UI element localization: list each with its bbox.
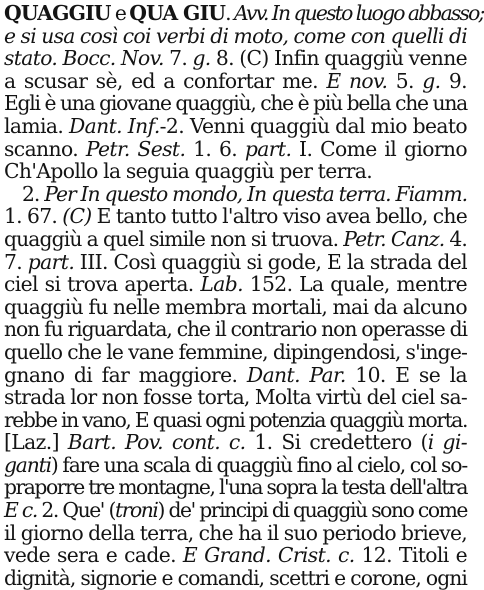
text-line: [4, 183, 467, 206]
text-segment: ) fare una scala di quaggiù fino al cielo, col so-: [50, 452, 467, 477]
italic-text: Avv. In questo luogo abbasso;: [233, 1, 484, 25]
text-segment: praporre tre montagne, l'una sopra la testa dell'altra: [4, 475, 467, 500]
text-line: [4, 296, 467, 319]
text-segment: ) de' principi di quaggiù sono come: [157, 498, 467, 523]
text-segment: ciel si trova aperta.: [4, 272, 201, 297]
text-segment: 5.: [387, 68, 423, 93]
text-segment: 4.: [444, 226, 467, 251]
text-segment: a scusar sè, ed a confortar me.: [4, 68, 327, 93]
italic-text: Petr. Canz.: [343, 226, 445, 251]
text-segment: quello che le vane femmine, dipingendosi, s'inge-: [4, 339, 467, 364]
text-line: [4, 476, 467, 499]
text-segment: lamia.: [4, 113, 69, 138]
italic-text: e si usa così coi verbi di moto, come con quelli di: [4, 23, 467, 48]
text-line: [4, 318, 467, 341]
text-segment: 7.: [163, 46, 193, 71]
text-line: [4, 25, 467, 48]
text-segment: 2.: [22, 181, 45, 206]
text-line: [4, 386, 467, 409]
text-segment: Egli è una giovane quaggiù, che è più bella che una: [4, 91, 467, 116]
text-line: [4, 567, 467, 590]
text-segment: vede sera e cade.: [4, 543, 183, 568]
text-line: [4, 70, 467, 93]
text-segment: dignità, signorie e comandi, scettri e corone, ogni: [4, 565, 467, 590]
italic-text: Lab.: [200, 272, 243, 297]
text-line: [4, 454, 467, 477]
italic-text: i gi-: [427, 430, 468, 455]
text-line: [4, 160, 467, 183]
text-segment: 7.: [4, 249, 28, 274]
text-segment: quaggiù a quel simile non si truova.: [4, 226, 344, 251]
text-segment: strada lor non fosse torta, Molta virtù del ciel sa-: [4, 385, 467, 410]
text-line: [4, 205, 467, 228]
italic-text: Dant. Par.: [246, 362, 346, 387]
text-segment: 1. Si credettero (: [245, 430, 428, 455]
text-segment: 152. La quale, mentre: [242, 272, 467, 297]
text-line: [4, 1, 484, 25]
text-segment: scanno.: [4, 136, 86, 161]
italic-text: E c.: [4, 498, 37, 523]
text-line: [4, 115, 467, 138]
text-segment: Ch'Apollo la seguia quaggiù per terra.: [4, 159, 373, 184]
headword: QUA GIU: [129, 1, 226, 25]
text-segment: 1. 67.: [4, 204, 63, 229]
text-segment: 8. (C) Infin quaggiù venne: [210, 46, 468, 71]
text-line: [4, 251, 467, 274]
dictionary-entry-quaggiu: [4, 1, 484, 590]
text-segment: 9.: [440, 68, 467, 93]
italic-text: Dant. Inf.: [69, 113, 160, 138]
italic-text: ganti: [4, 452, 51, 477]
italic-text: Bart. Pov. cont. c.: [67, 430, 246, 455]
text-segment: 10. E se la: [345, 362, 468, 387]
text-segment: -2. Venni quaggiù dal mio beato: [159, 113, 468, 138]
italic-text: part.: [27, 249, 75, 274]
text-segment: [Laz.]: [4, 430, 68, 455]
italic-text: E nov.: [326, 68, 388, 93]
text-segment: gnano di far maggiore.: [4, 362, 247, 387]
text-segment: e: [110, 1, 130, 25]
text-line: [4, 138, 467, 161]
text-segment: il giorno della terra, che ha il suo periodo brieve,: [4, 520, 467, 545]
text-segment: 1. 6.: [185, 136, 245, 161]
italic-text: Petr. Sest.: [85, 136, 186, 161]
text-line: [4, 341, 467, 364]
italic-text: g.: [192, 46, 211, 71]
text-segment: 12. Titoli e: [354, 543, 468, 568]
text-segment: non fu riguardata, che il contrario non operasse di: [4, 317, 467, 342]
text-segment: quaggiù fu nelle membra mortali, mai da alcuno: [4, 294, 467, 319]
italic-text: troni: [114, 498, 158, 523]
text-line: [4, 499, 467, 522]
text-line: [4, 47, 467, 70]
headword: QUAGGIU: [4, 1, 111, 25]
text-segment: .: [225, 1, 234, 25]
italic-text: stato. Bocc. Nov.: [4, 46, 164, 71]
text-line: [4, 409, 467, 432]
text-line: [4, 92, 467, 115]
text-line: [4, 228, 467, 251]
text-line: [4, 544, 467, 567]
text-line: [4, 431, 467, 454]
text-segment: E tanto tutto l'altro viso avea bello, che: [91, 204, 467, 229]
italic-text: part.: [244, 136, 292, 161]
text-segment: III. Così quaggiù si gode, E la strada del: [74, 249, 468, 274]
text-segment: 2. Que' (: [36, 498, 115, 523]
text-line: [4, 522, 467, 545]
italic-text: (C): [62, 204, 92, 229]
text-line: [4, 273, 467, 296]
text-segment: rebbe in vano, E quasi ogni potenzia quaggiù morta.: [4, 407, 467, 432]
italic-text: E Grand. Crist. c.: [182, 543, 355, 568]
text-segment: I. Come il giorno: [291, 136, 467, 161]
italic-text: g.: [422, 68, 441, 93]
text-line: [4, 364, 467, 387]
italic-text: Per In questo mondo, In questa terra. Fiamm.: [44, 181, 467, 206]
